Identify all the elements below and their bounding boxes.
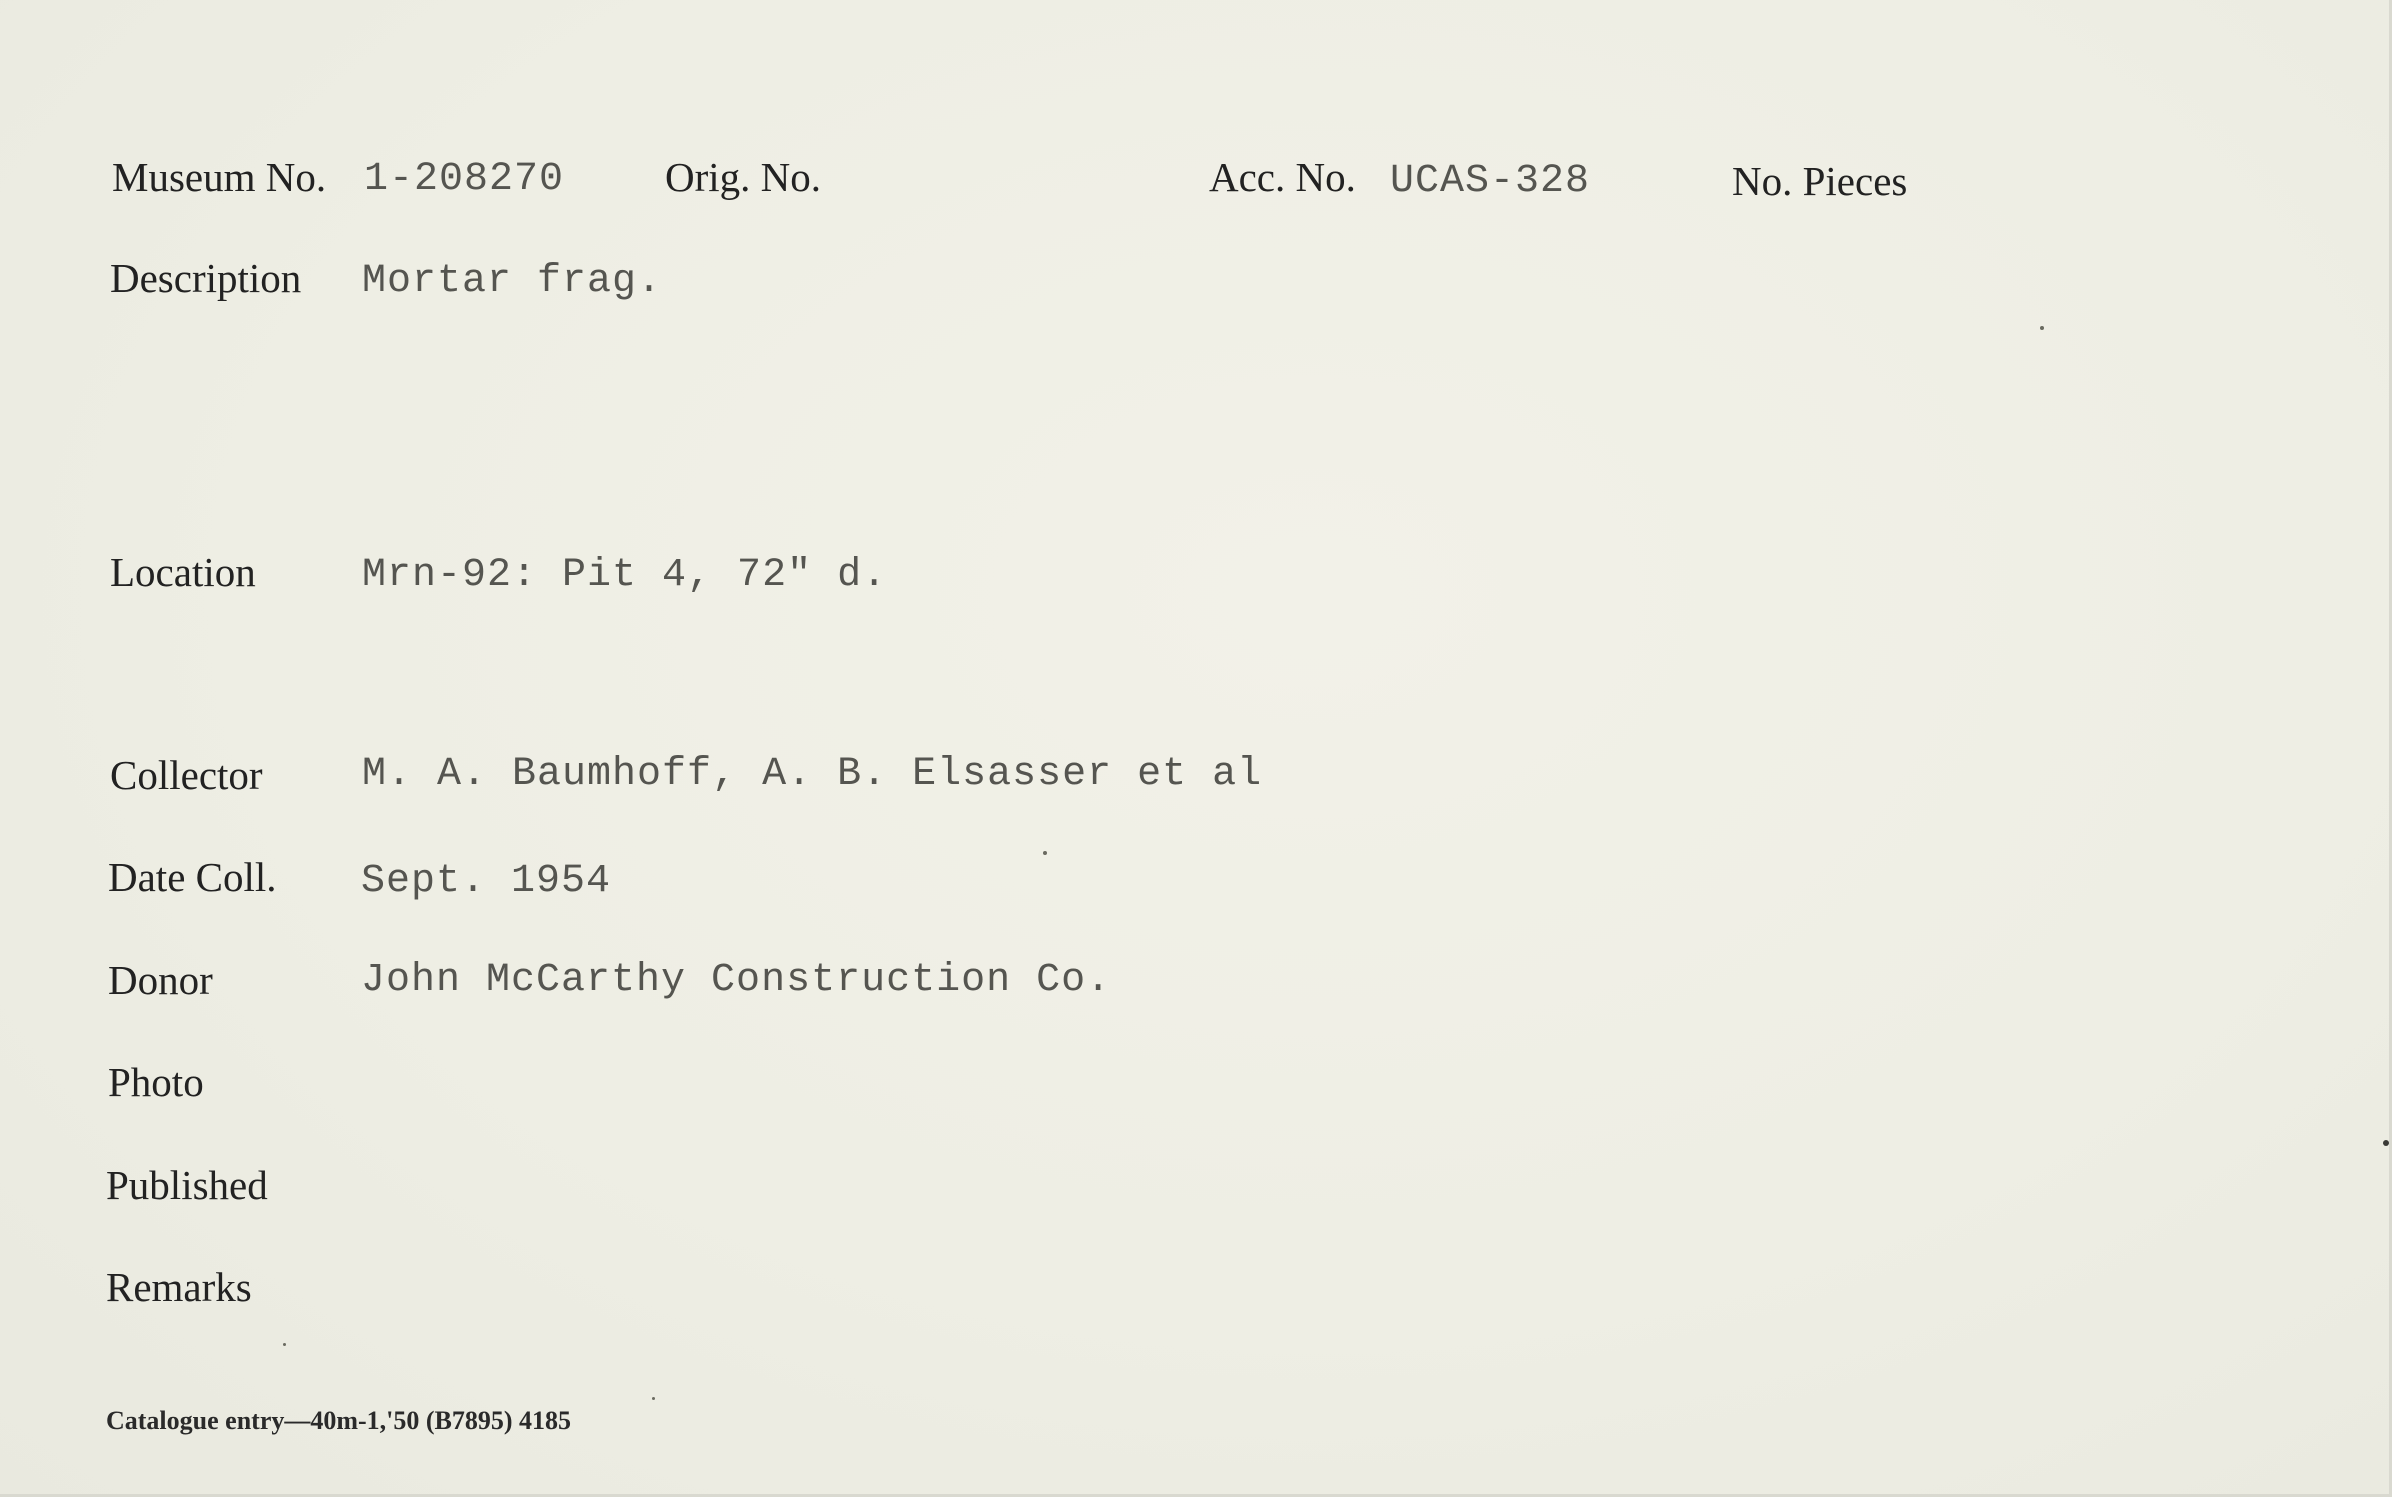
paper-speck	[2040, 326, 2044, 330]
date-coll-value: Sept. 1954	[361, 859, 612, 904]
collector-label: Collector	[110, 752, 263, 798]
paper-speck	[2383, 1140, 2389, 1146]
acc-no-value: UCAS-328	[1390, 159, 1591, 204]
donor-value: John McCarthy Construction Co.	[361, 958, 1112, 1003]
location-label: Location	[110, 549, 256, 595]
museum-no-label: Museum No.	[112, 154, 327, 200]
paper-speck	[1043, 851, 1047, 855]
description-value: Mortar frag.	[362, 259, 663, 304]
paper-speck	[283, 1343, 286, 1346]
photo-label: Photo	[108, 1059, 204, 1105]
catalogue-entry-footer: Catalogue entry—40m-1,'50 (B7895) 4185	[106, 1406, 572, 1435]
location-value: Mrn-92: Pit 4, 72" d.	[362, 553, 888, 598]
description-label: Description	[110, 255, 302, 301]
published-label: Published	[106, 1162, 268, 1208]
collector-value: M. A. Baumhoff, A. B. Elsasser et al	[362, 752, 1263, 797]
donor-label: Donor	[108, 957, 213, 1003]
date-coll-label: Date Coll.	[108, 854, 277, 900]
remarks-label: Remarks	[106, 1264, 252, 1310]
acc-no-label: Acc. No.	[1209, 154, 1356, 200]
museum-no-value: 1-208270	[364, 157, 565, 202]
no-pieces-label: No. Pieces	[1732, 158, 1908, 204]
paper-speck	[652, 1397, 655, 1400]
orig-no-label: Orig. No.	[665, 154, 822, 200]
